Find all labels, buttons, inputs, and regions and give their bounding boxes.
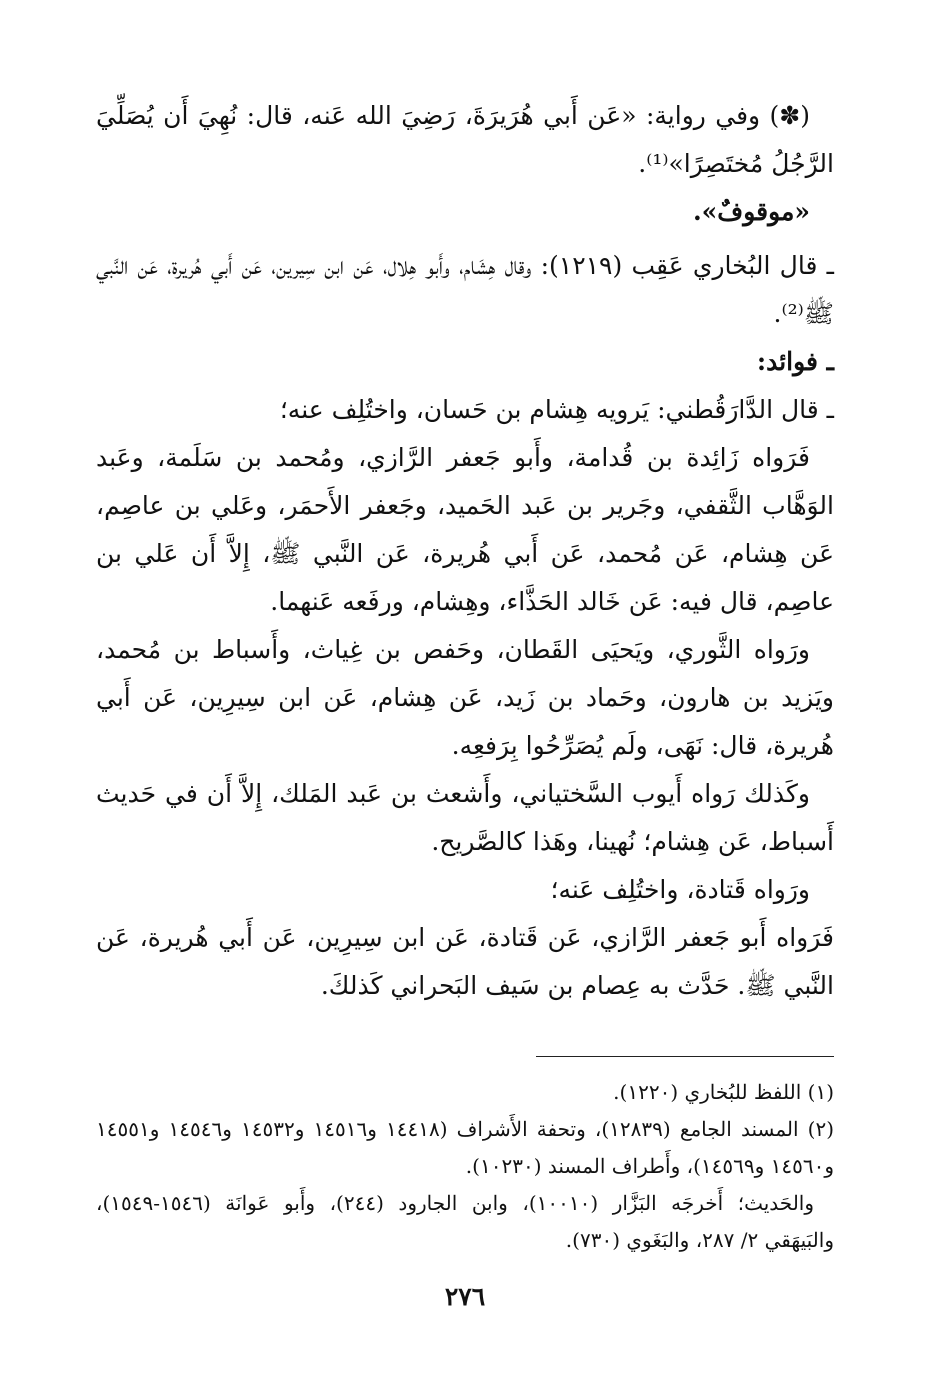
transmission-paragraph-5: فَرَواه أَبو جَعفر الرَّازي، عَن قَتادة، عَن ابن سِيرِين، عَن أَبي هُريرة، عَن النَّبي ﷺ. حَدَّث به عِصام بن سَيف البَحراني كَذلكَ. (96, 923, 834, 1000)
footnote-2-continued: والحَديث؛ أَخرجَه البَزَّار (١٠٠١٠)، وابن الجارود (٢٤٤)، وأَبو عَوانَة (١٥٤٦-١٥٤٩)، والبَيهَقي ٢/ ٢٨٧، والبَغَوي (٧٣٠). (96, 1191, 834, 1252)
book-page (96, 92, 834, 1322)
footnotes (96, 1074, 834, 1259)
page-number: ٢٧٦ (444, 1282, 486, 1311)
footnote-divider (536, 1056, 834, 1057)
footnote-1: (١) اللفظ للبُخاري (١٢٢٠). (613, 1080, 834, 1104)
daraqutni-paragraph: ـ قال الدَّارَقُطني: يَرويه هِشام بن حَسان، واختُلِف عنه؛ (279, 395, 834, 424)
transmission-paragraph-4: ورَواه قَتادة، واختُلِف عَنه؛ (550, 875, 810, 904)
bukhari-paragraph: ـ قال البُخاري عَقِب (١٢١٩): وقال هِشَام، وأَبو هِلال، عَن ابن سِيرين، عَن أَبي هُريرة، عَن النَّبي ﷺ⁽²⁾. (96, 251, 834, 328)
transmission-paragraph-3: وكَذلك رَواه أَيوب السَّختياني، وأَشعث بن عَبد المَلك، إِلاَّ أَن في حَديث أَسباط، عَن هِشام؛ نُهينا، وهَذا كالصَّريح. (96, 779, 834, 856)
transmission-paragraph-2: ورَواه الثَّوري، ويَحيَى القَطان، وحَفص بن غِياث، وأَسباط بن مُحمد، ويَزيد بن هارون، وحَماد بن زَيد، عَن هِشام، عَن ابن سِيرِين، عَن أَبي هُريرة، قال: نَهَى، ولَم يُصَرِّحُوا بِرَفعِه. (96, 635, 834, 760)
status-label-mawquf: «موقوفٌ». (692, 197, 810, 226)
transmission-paragraph-1: فَرَواه زَائِدة بن قُدامة، وأَبو جَعفر الرَّازي، ومُحمد بن سَلَمة، وعَبد الوَهَّاب الثَّقفي، وجَرير بن عَبد الحَميد، وجَعفر الأَحمَر، وعَلي بن عاصِم، عَن هِشام، عَن مُحمد، عَن أَبي هُريرة، عَن النَّبي ﷺ، إِلاَّ أَن عَلي بن عاصِم، قال فيه: عَن خَالد الحَذَّاء، وهِشام، ورفَعه عَنهما. (96, 443, 834, 616)
footnote-2: (٢) المسند الجامع (١٢٨٣٩)، وتحفة الأَشراف (١٤٤١٨ و١٤٥١٦ و١٤٥٣٢ و١٤٥٤٦ و١٤٥٥١ و١٤٥٦٠ و١٤٥٦٩)، وأَطراف المسند (١٠٢٣٠). (96, 1117, 835, 1178)
narration-paragraph: (✽) وفي رواية: «عَن أَبي هُرَيرَةَ، رَضِيَ الله عَنه، قال: نُهِيَ أَن يُصَلِّيَ الرَّجُلُ مُختَصِرًا»⁽¹⁾. (96, 101, 834, 178)
benefits-heading: ـ فوائد: (756, 347, 834, 376)
